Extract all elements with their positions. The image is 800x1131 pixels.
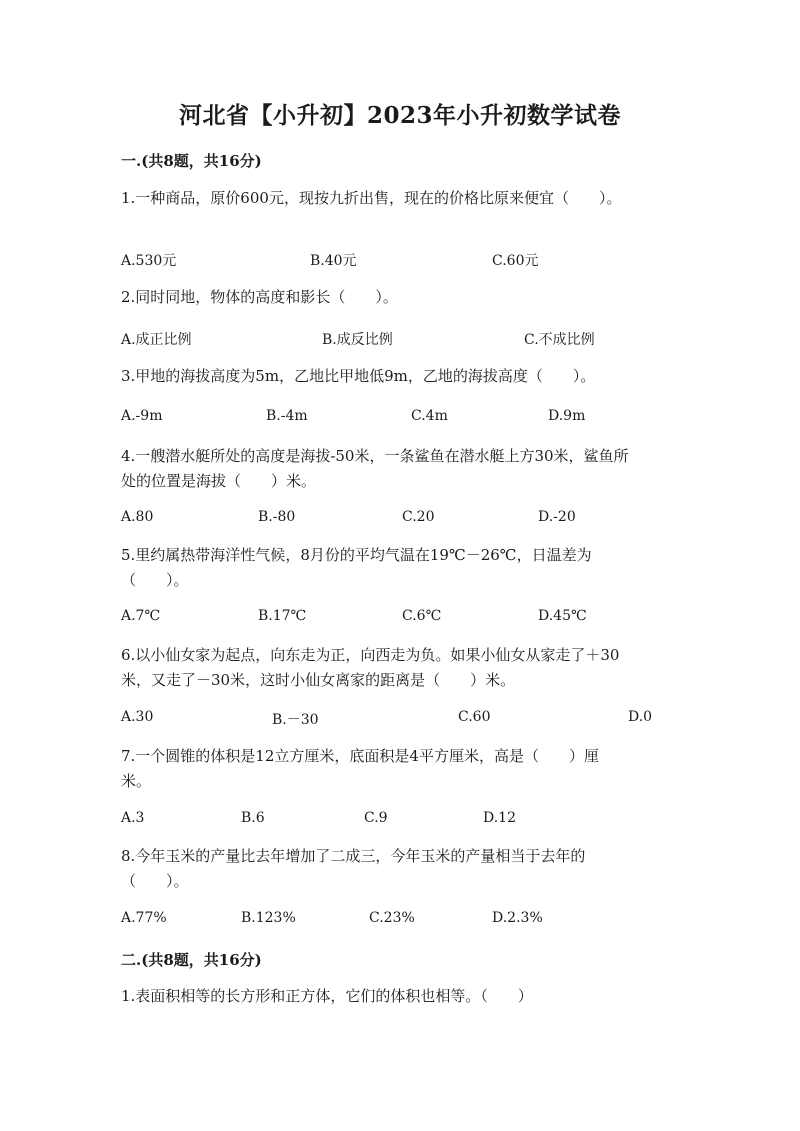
option-a: A.77% — [121, 910, 167, 926]
question-text-line-1: 4.一艘潜水艇所处的高度是海拔-50米，一条鲨鱼在潜水艇上方30米，鲨鱼所 — [121, 447, 629, 465]
option-d: D.0 — [628, 709, 653, 725]
option-a: A.成正比例 — [121, 332, 192, 348]
option-d: D.2.3% — [492, 910, 543, 926]
option-c: C.23% — [369, 910, 415, 926]
option-b: B.6 — [241, 810, 265, 826]
option-c: C.20 — [402, 509, 435, 525]
option-b: B.－30 — [272, 712, 319, 728]
option-c: C.60元 — [492, 253, 539, 269]
page-title: 河北省【小升初】2023年小升初数学试卷 — [178, 102, 621, 129]
option-b: B.40元 — [310, 253, 357, 269]
question-text: 1.表面积相等的长方形和正方体，它们的体积也相等。（ ） — [121, 987, 533, 1005]
question-text: 2.同时同地，物体的高度和影长（ ）。 — [121, 288, 398, 306]
question-text: 1.一种商品，原价600元，现按九折出售，现在的价格比原来便宜（ ）。 — [121, 189, 622, 207]
question-text-line-2: 米，又走了－30米，这时小仙女离家的距离是（ ）米。 — [121, 671, 516, 689]
option-c: C.4m — [411, 408, 448, 424]
section-header-2: 二.(共8题，共16分) — [121, 951, 262, 969]
option-c: C.60 — [458, 709, 491, 725]
option-d: D.9m — [548, 408, 586, 424]
question-2 — [121, 285, 681, 310]
question-text-line-1: 7.一个圆锥的体积是12立方厘米，底面积是4平方厘米，高是（ ）厘 — [121, 747, 599, 765]
option-c: C.6℃ — [402, 608, 442, 624]
question-text-line-2: 米。 — [121, 772, 152, 790]
option-a: A.30 — [121, 709, 154, 725]
question-text-line-2: （ ）。 — [121, 571, 189, 589]
question-8 — [121, 844, 681, 894]
question-text-line-1: 5.里约属热带海洋性气候，8月份的平均气温在19℃－26℃，日温差为 — [121, 546, 592, 564]
option-b: B.17℃ — [258, 608, 307, 624]
question-2-1 — [121, 984, 681, 1009]
question-text-line-1: 8.今年玉米的产量比去年增加了二成三，今年玉米的产量相当于去年的 — [121, 847, 586, 865]
question-text-line-1: 6.以小仙女家为起点，向东走为正，向西走为负。如果小仙女从家走了＋30 — [121, 646, 620, 664]
option-a: A.3 — [121, 810, 145, 826]
section-header-1: 一.(共8题，共16分) — [121, 152, 262, 170]
question-text-line-2: （ ）。 — [121, 872, 189, 890]
question-5 — [121, 543, 681, 593]
option-a: A.80 — [121, 509, 154, 525]
question-text-line-2: 处的位置是海拔（ ）米。 — [121, 472, 317, 490]
option-d: D.45℃ — [538, 608, 587, 624]
option-d: D.-20 — [538, 509, 576, 525]
question-3 — [121, 364, 681, 389]
option-a: A.-9m — [121, 408, 163, 424]
question-7 — [121, 744, 681, 794]
question-4 — [121, 444, 681, 494]
option-a: A.7℃ — [121, 608, 161, 624]
option-b: B.123% — [241, 910, 296, 926]
option-a: A.530元 — [121, 253, 177, 269]
option-b: B.-80 — [258, 509, 296, 525]
question-6 — [121, 643, 681, 693]
option-b: B.-4m — [266, 408, 308, 424]
question-text: 3.甲地的海拔高度为5m，乙地比甲地低9m，乙地的海拔高度（ ）。 — [121, 367, 596, 385]
option-d: D.12 — [483, 810, 516, 826]
question-1 — [121, 186, 681, 211]
option-c: C.不成比例 — [524, 332, 595, 348]
option-c: C.9 — [364, 810, 388, 826]
option-b: B.成反比例 — [322, 332, 393, 348]
